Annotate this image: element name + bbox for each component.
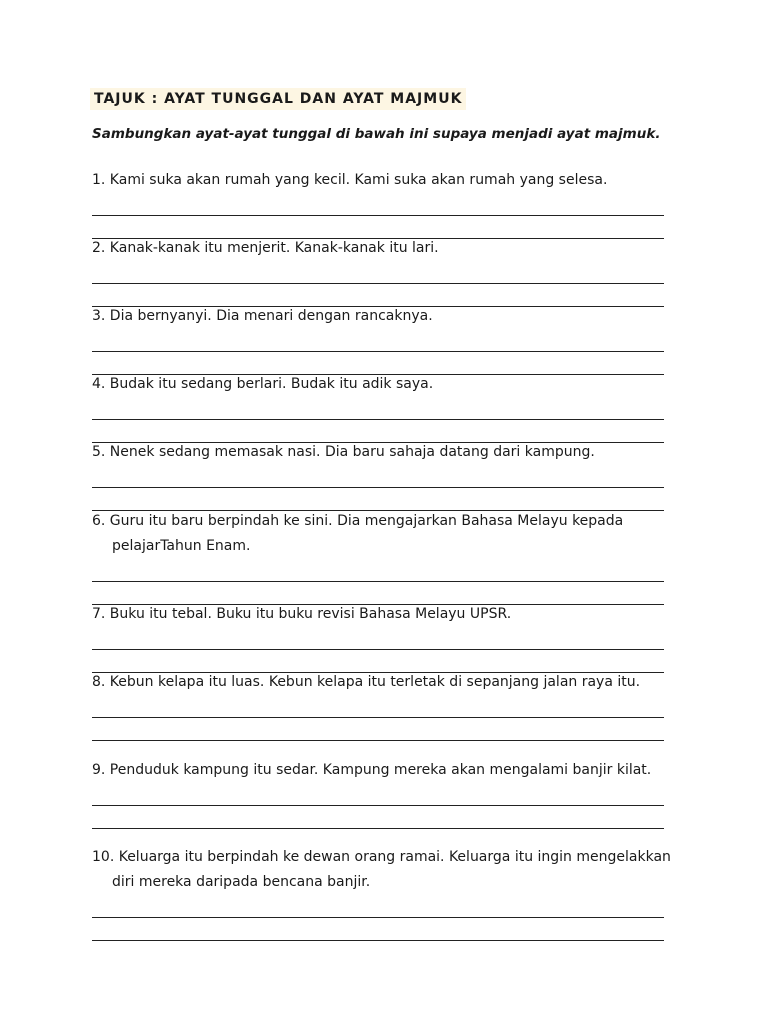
question-5: [92, 440, 672, 511]
question-1: [92, 168, 672, 239]
answer-line[interactable]: [92, 627, 664, 650]
page-title: TAJUK : AYAT TUNGGAL DAN AYAT MAJMUK: [90, 88, 466, 110]
question-text: [92, 509, 672, 559]
question-text-line-2: diri mereka daripada bencana banjir.: [112, 874, 371, 890]
question-text-line-2: pelajarTahun Enam.: [112, 538, 251, 554]
question-text: 7. Buku itu tebal. Buku itu buku revisi Bahasa Melayu UPSR.: [92, 606, 512, 622]
question-3: [92, 304, 672, 375]
question-text-line-1: 6. Guru itu baru berpindah ke sini. Dia mengajarkan Bahasa Melayu kepada: [92, 513, 624, 529]
answer-line[interactable]: [92, 895, 664, 918]
answer-line[interactable]: [92, 559, 664, 582]
answer-line[interactable]: [92, 695, 664, 718]
question-4: [92, 372, 672, 443]
instruction-text: Sambungkan ayat-ayat tunggal di bawah ini supaya menjadi ayat majmuk.: [92, 126, 661, 142]
question-8: [92, 670, 672, 741]
question-6: [92, 509, 672, 605]
answer-line[interactable]: [92, 261, 664, 284]
question-2: [92, 236, 672, 307]
question-text: 2. Kanak-kanak itu menjerit. Kanak-kanak itu lari.: [92, 240, 439, 256]
answer-line[interactable]: [92, 783, 664, 806]
question-text: 3. Dia bernyanyi. Dia menari dengan rancaknya.: [92, 308, 433, 324]
question-text: 5. Nenek sedang memasak nasi. Dia baru sahaja datang dari kampung.: [92, 444, 595, 460]
question-7: [92, 602, 672, 673]
answer-line[interactable]: [92, 397, 664, 420]
answer-line[interactable]: [92, 918, 664, 941]
question-text: 1. Kami suka akan rumah yang kecil. Kami suka akan rumah yang selesa.: [92, 172, 608, 188]
question-9: [92, 758, 672, 829]
answer-line[interactable]: [92, 465, 664, 488]
question-text-line-1: 10. Keluarga itu berpindah ke dewan orang ramai. Keluarga itu ingin mengelakkan: [92, 849, 671, 865]
question-10: [92, 845, 672, 941]
question-text: [92, 845, 672, 895]
question-text: 8. Kebun kelapa itu luas. Kebun kelapa itu terletak di sepanjang jalan raya itu.: [92, 674, 641, 690]
answer-line[interactable]: [92, 193, 664, 216]
question-text: 4. Budak itu sedang berlari. Budak itu adik saya.: [92, 376, 434, 392]
answer-line[interactable]: [92, 806, 664, 829]
question-text: 9. Penduduk kampung itu sedar. Kampung mereka akan mengalami banjir kilat.: [92, 762, 652, 778]
answer-line[interactable]: [92, 718, 664, 741]
answer-line[interactable]: [92, 488, 664, 511]
answer-line[interactable]: [92, 329, 664, 352]
